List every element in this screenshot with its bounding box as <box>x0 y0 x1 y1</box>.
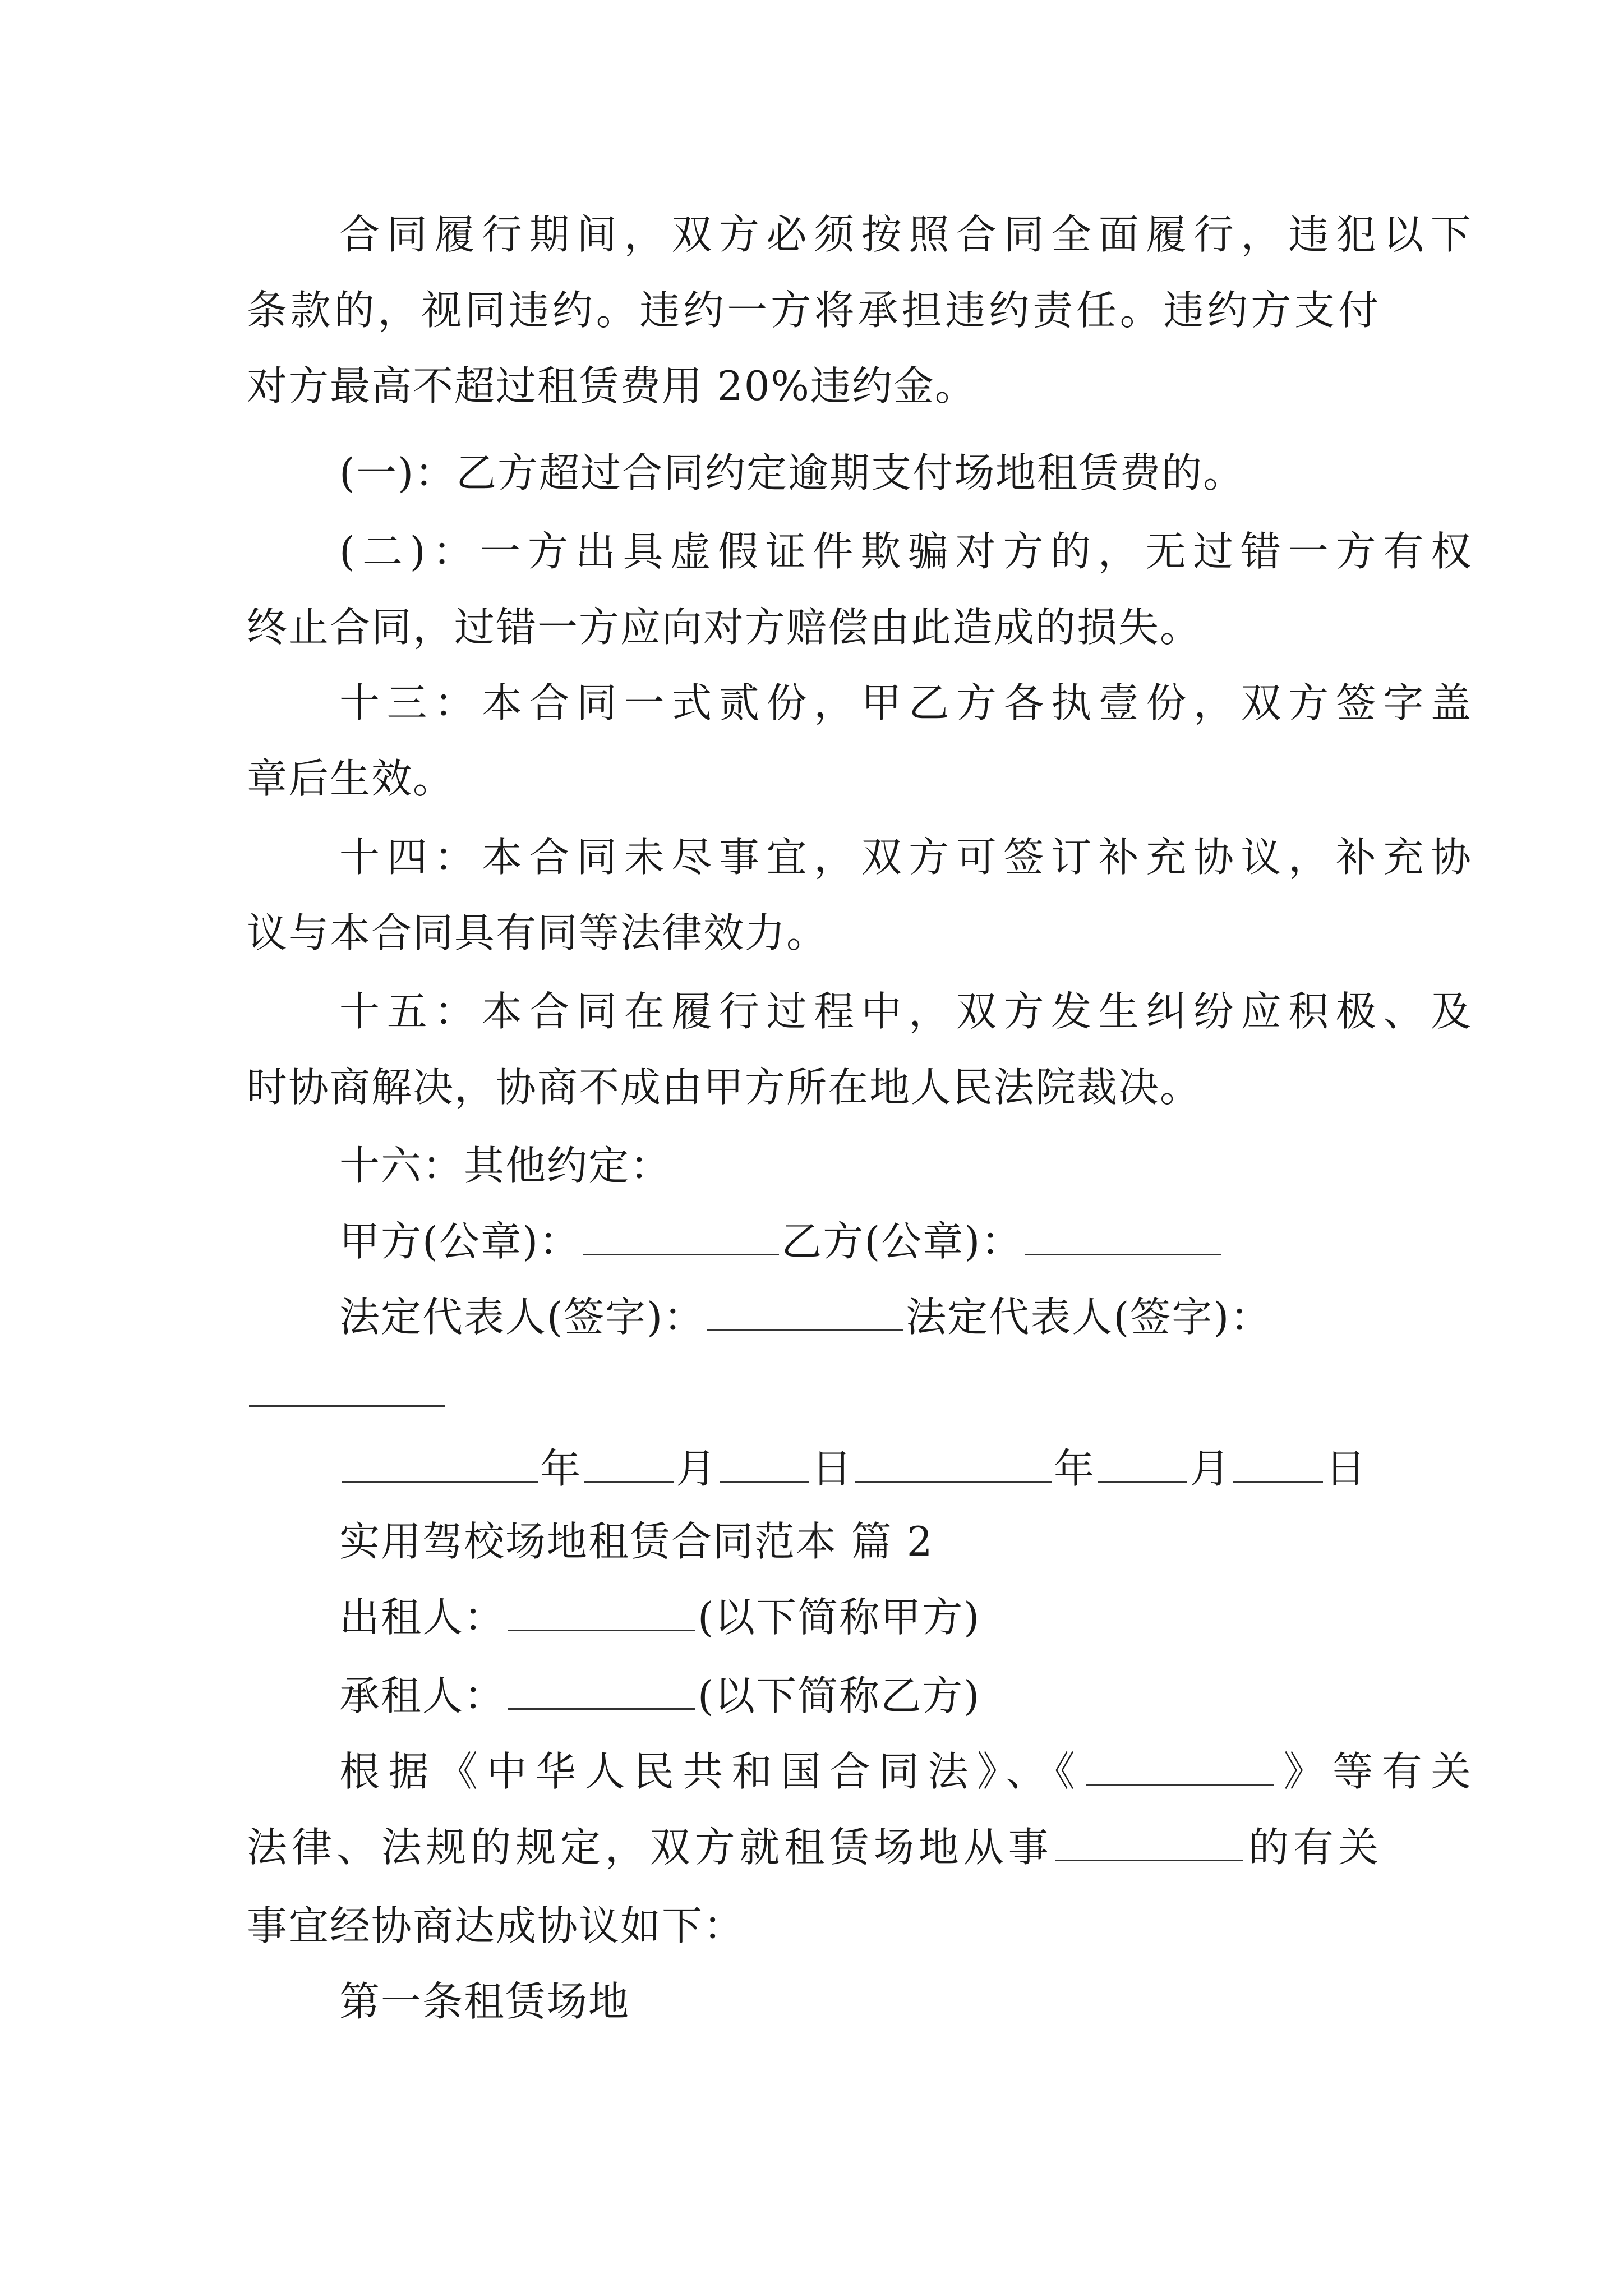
rep-b-blank <box>249 1405 445 1407</box>
month-b-label: 月 <box>1189 1445 1232 1492</box>
party-b-seal-label: 乙方(公章)： <box>781 1218 1023 1265</box>
business-blank <box>1055 1859 1243 1861</box>
seal-line <box>339 1214 1223 1268</box>
month-b-blank <box>1098 1480 1187 1483</box>
year-b-blank <box>855 1480 1052 1483</box>
paragraph-line: 合同履行期间，双方必须按照合同全面履行，违犯以下 <box>339 211 1472 258</box>
month-a-label: 月 <box>676 1445 718 1492</box>
rep-a-label: 法定代表人(签字)： <box>339 1294 706 1341</box>
day-b-blank <box>1233 1480 1323 1483</box>
party-b-seal-blank <box>1025 1253 1221 1255</box>
day-a-blank <box>720 1480 809 1483</box>
article-14: 十四：本合同未尽事宜，双方可签订补充协议，补充协 <box>339 834 1472 881</box>
party-a-seal-label: 甲方(公章)： <box>339 1218 581 1265</box>
basis-text: 法律、法规的规定，双方就租赁场地从事 <box>247 1824 1053 1871</box>
lessor-blank <box>508 1629 695 1631</box>
basis-line-3: 事宜经协商达成协议如下： <box>247 1902 745 1949</box>
lessee-blank <box>508 1708 695 1710</box>
section-title: 实用驾校场地租赁合同范本 篇 2 <box>339 1518 934 1565</box>
lessee-line <box>339 1669 980 1723</box>
law-name-blank <box>1086 1783 1274 1786</box>
year-a-label: 年 <box>540 1445 582 1492</box>
party-a-seal-blank <box>583 1253 779 1255</box>
lessor-line <box>339 1590 980 1644</box>
lessee-note: (以下简称乙方) <box>698 1672 981 1719</box>
clause-1: (一)：乙方超过合同约定逾期支付场地租赁费的。 <box>339 449 1245 496</box>
paragraph-line: 时协商解决，协商不成由甲方所在地人民法院裁决。 <box>247 1064 1202 1111</box>
lessee-label: 承租人： <box>339 1672 506 1719</box>
basis-line-1 <box>339 1745 1472 1798</box>
basis-text: 的有关 <box>1245 1824 1380 1871</box>
paragraph-line: 条款的，视同违约。违约一方将承担违约责任。违约方支付 <box>247 287 1380 334</box>
basis-text: 根据《中华人民共和国合同法》、《 <box>339 1748 1084 1795</box>
date-line <box>339 1442 1367 1496</box>
paragraph-line: 终止合同，过错一方应向对方赔偿由此造成的损失。 <box>247 604 1202 651</box>
representative-line <box>339 1290 1271 1344</box>
day-a-label: 日 <box>811 1445 854 1492</box>
basis-text: 》等有关 <box>1276 1748 1472 1795</box>
clause-2: (二)：一方出具虚假证件欺骗对方的，无过错一方有权 <box>339 528 1472 575</box>
article-15: 十五：本合同在履行过程中，双方发生纠纷应积极、及 <box>339 988 1472 1035</box>
month-a-blank <box>584 1480 674 1483</box>
rep-a-blank <box>707 1329 903 1331</box>
paragraph-line: 章后生效。 <box>247 755 455 802</box>
article-16: 十六：其他约定： <box>339 1142 672 1189</box>
rep-b-label: 法定代表人(签字)： <box>906 1294 1272 1341</box>
year-a-blank <box>342 1480 538 1483</box>
year-b-label: 年 <box>1054 1445 1096 1492</box>
basis-line-2 <box>247 1820 1380 1874</box>
lessor-note: (以下简称甲方) <box>698 1594 981 1641</box>
paragraph-line: 对方最高不超过租赁费用 20%违约金。 <box>247 362 976 409</box>
article-1-heading: 第一条租赁场地 <box>339 1978 630 2025</box>
day-b-label: 日 <box>1325 1445 1367 1492</box>
article-13: 十三：本合同一式贰份，甲乙方各执壹份，双方签字盖 <box>339 679 1472 726</box>
paragraph-line: 议与本合同具有同等法律效力。 <box>247 909 828 956</box>
rep-b-blank-line <box>247 1366 448 1420</box>
lessor-label: 出租人： <box>339 1594 506 1641</box>
